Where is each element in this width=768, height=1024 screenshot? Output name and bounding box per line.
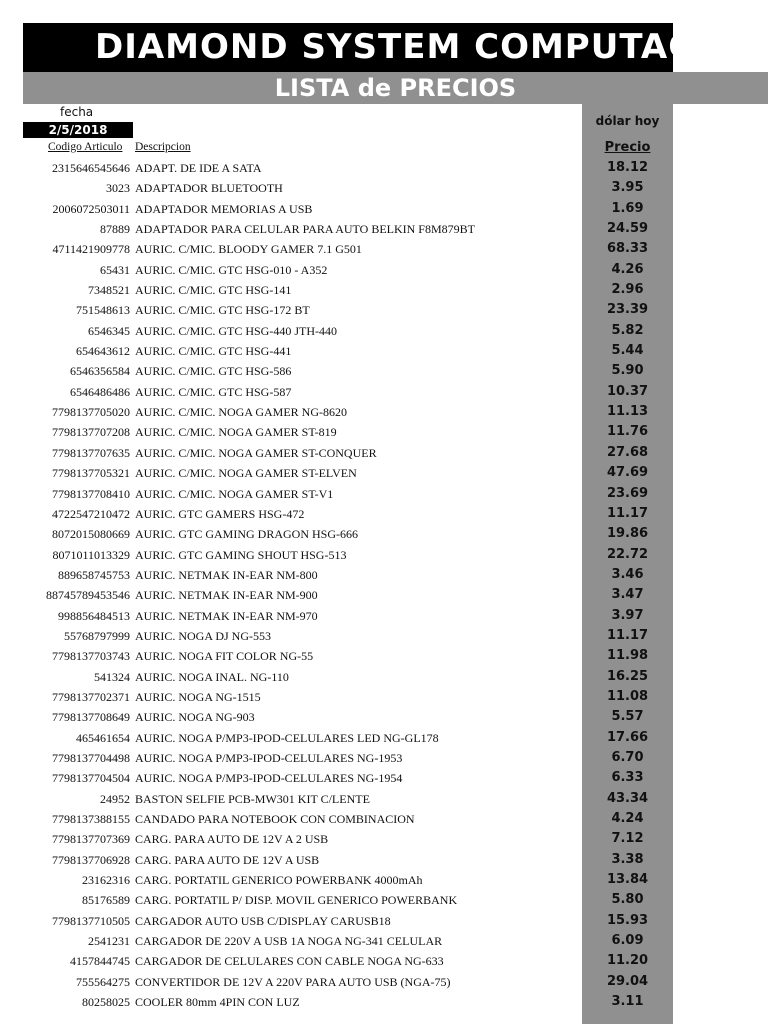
article-code: 85176589 (82, 893, 130, 908)
article-code: 7798137707369 (52, 832, 130, 847)
article-price: 47.69 (606, 465, 649, 481)
table-row (0, 585, 768, 605)
article-description: AURIC. C/MIC. GTC HSG-172 BT (135, 303, 310, 318)
article-description: AURIC. NETMAK IN-EAR NM-970 (135, 608, 318, 623)
article-price: 4.26 (611, 261, 644, 277)
article-description: AURIC. C/MIC. NOGA GAMER ST-ELVEN (135, 466, 357, 481)
article-code: 751548613 (76, 303, 130, 318)
article-price: 11.17 (606, 627, 649, 643)
table-row (0, 300, 768, 320)
table-row (0, 667, 768, 687)
article-price: 11.98 (606, 648, 649, 664)
column-header-code: Codigo Articulo (48, 141, 123, 153)
table-row (0, 280, 768, 300)
article-description: AURIC. GTC GAMING SHOUT HSG-513 (135, 547, 347, 562)
article-description: AURIC. NOGA P/MP3-IPOD-CELULARES LED NG-GL178 (135, 730, 439, 745)
article-description: CARG. PARA AUTO DE 12V A USB (135, 852, 320, 867)
article-price: 22.72 (606, 546, 649, 562)
article-price: 13.84 (606, 872, 649, 888)
article-price: 3.38 (611, 851, 644, 867)
article-code: 998856484513 (58, 608, 130, 623)
article-code: 7798137710505 (52, 913, 130, 928)
article-price: 1.69 (611, 200, 644, 216)
article-description: AURIC. NOGA INAL. NG-110 (135, 669, 289, 684)
article-code: 465461654 (76, 730, 130, 745)
table-row (0, 422, 768, 442)
article-code: 2541231 (88, 934, 130, 949)
article-price: 11.17 (606, 505, 649, 521)
table-row (0, 728, 768, 748)
date-label: fecha (60, 105, 94, 119)
article-description: CARG. PARA AUTO DE 12V A 2 USB (135, 832, 329, 847)
article-code: 23162316 (82, 873, 130, 888)
table-row (0, 646, 768, 666)
article-code: 4722547210472 (52, 506, 130, 521)
article-code: 7798137708410 (52, 486, 130, 501)
article-price: 5.90 (611, 363, 644, 379)
article-price: 3.47 (611, 587, 644, 603)
article-code: 7798137704504 (52, 771, 130, 786)
article-code: 7798137704498 (52, 750, 130, 765)
article-price: 5.80 (611, 892, 644, 908)
article-description: CARGADOR AUTO USB C/DISPLAY CARUSB18 (135, 913, 391, 928)
article-code: 755564275 (76, 974, 130, 989)
table-row (0, 219, 768, 239)
column-header-description: Descripcion (135, 141, 191, 153)
article-price: 15.93 (606, 912, 649, 928)
article-description: ADAPTADOR PARA CELULAR PARA AUTO BELKIN F8M879BT (135, 222, 475, 237)
article-description: AURIC. C/MIC. GTC HSG-587 (135, 384, 292, 399)
date-value: 2/5/2018 (23, 122, 133, 138)
table-row (0, 748, 768, 768)
article-price: 6.09 (611, 933, 644, 949)
article-price: 11.76 (606, 424, 649, 440)
article-price: 6.70 (611, 749, 644, 765)
article-code: 4711421909778 (52, 242, 130, 257)
table-row (0, 524, 768, 544)
table-row (0, 260, 768, 280)
article-code: 4157844745 (70, 954, 130, 969)
table-row (0, 992, 768, 1012)
article-code: 541324 (94, 669, 130, 684)
article-code: 7798137705321 (52, 466, 130, 481)
article-code: 2315646545646 (52, 161, 130, 175)
table-row (0, 321, 768, 341)
article-price: 16.25 (606, 668, 649, 684)
table-row (0, 890, 768, 910)
article-code: 7798137702371 (52, 689, 130, 704)
article-price: 6.33 (611, 770, 644, 786)
article-price: 2.96 (611, 282, 644, 298)
article-description: CARGADOR DE CELULARES CON CABLE NOGA NG-633 (135, 954, 444, 969)
article-description: AURIC. NOGA DJ NG-553 (135, 628, 272, 643)
article-code: 654643612 (76, 344, 130, 359)
article-price: 3.97 (611, 607, 644, 623)
article-description: AURIC. NETMAK IN-EAR NM-800 (135, 567, 318, 582)
table-row (0, 829, 768, 849)
article-description: AURIC. C/MIC. NOGA GAMER ST-V1 (135, 486, 334, 501)
table-row (0, 484, 768, 504)
article-code: 65431 (100, 262, 130, 277)
article-description: BASTON SELFIE PCB-MW301 KIT C/LENTE (135, 791, 370, 806)
table-row (0, 545, 768, 565)
article-code: 2006072503011 (52, 201, 130, 216)
article-code: 3023 (106, 181, 130, 196)
article-price: 23.69 (606, 485, 649, 501)
article-price: 3.95 (611, 180, 644, 196)
article-description: CANDADO PARA NOTEBOOK CON COMBINACION (135, 812, 415, 826)
article-price: 43.34 (606, 790, 649, 806)
table-row (0, 341, 768, 361)
table-row (0, 951, 768, 971)
article-price: 27.68 (606, 444, 649, 460)
article-price: 3.11 (611, 994, 644, 1010)
article-code: 7798137707635 (52, 445, 130, 460)
company-title: DIAMOND SYSTEM COMPUTACIO (23, 23, 673, 72)
article-code: 6546345 (88, 323, 130, 338)
article-code: 6546356584 (70, 364, 130, 379)
article-price: 17.66 (606, 729, 649, 745)
article-price: 29.04 (606, 973, 649, 989)
article-code: 55768797999 (64, 628, 130, 643)
article-code: 7798137706928 (52, 852, 130, 867)
table-row (0, 361, 768, 381)
article-code: 7798137708649 (52, 710, 130, 725)
article-price: 5.57 (611, 709, 644, 725)
article-code: 7798137707208 (52, 425, 130, 440)
article-price: 11.13 (606, 404, 649, 420)
article-code: 7348521 (88, 283, 130, 298)
table-row (0, 504, 768, 524)
article-description: AURIC. NOGA FIT COLOR NG-55 (135, 649, 314, 664)
dollar-rate-label: dólar hoy (595, 114, 660, 128)
article-code: 8072015080669 (52, 527, 130, 542)
article-code: 24952 (100, 791, 130, 806)
table-row (0, 626, 768, 646)
article-price: 24.59 (606, 221, 649, 237)
article-description: CONVERTIDOR DE 12V A 220V PARA AUTO USB (NGA-75) (135, 974, 451, 989)
article-description: AURIC. NETMAK IN-EAR NM-900 (135, 588, 318, 603)
table-row (0, 402, 768, 422)
article-description: AURIC. NOGA P/MP3-IPOD-CELULARES NG-1953 (135, 750, 403, 765)
article-price: 7.12 (611, 831, 644, 847)
article-code: 889658745753 (58, 567, 130, 582)
table-row (0, 972, 768, 992)
article-price: 68.33 (606, 241, 649, 257)
table-row (0, 443, 768, 463)
article-description: CARG. PORTATIL P/ DISP. MOVIL GENERICO POWERBANK (135, 893, 458, 908)
article-description: AURIC. C/MIC. GTC HSG-586 (135, 364, 292, 379)
table-row (0, 911, 768, 931)
article-description: AURIC. GTC GAMING DRAGON HSG-666 (135, 527, 359, 542)
article-description: AURIC. NOGA P/MP3-IPOD-CELULARES NG-1954 (135, 771, 403, 786)
article-description: AURIC. NOGA NG-1515 (135, 689, 261, 704)
article-code: 8071011013329 (52, 547, 130, 562)
article-description: AURIC. GTC GAMERS HSG-472 (135, 506, 305, 521)
article-code: 80258025 (82, 995, 130, 1010)
article-description: AURIC. NOGA NG-903 (135, 710, 255, 725)
article-description: COOLER 80mm 4PIN CON LUZ (135, 995, 300, 1010)
article-description: AURIC. C/MIC. GTC HSG-441 (135, 344, 292, 359)
table-row (0, 239, 768, 259)
column-header-price: Precio (604, 140, 651, 155)
article-code: 88745789453546 (46, 588, 130, 603)
article-code: 7798137388155 (52, 812, 130, 826)
article-description: CARGADOR DE 220V A USB 1A NOGA NG-341 CELULAR (135, 934, 443, 949)
table-row (0, 565, 768, 585)
article-description: ADAPT. DE IDE A SATA (135, 161, 262, 175)
table-row (0, 687, 768, 707)
table-row (0, 931, 768, 951)
article-price: 11.08 (606, 688, 649, 704)
article-description: AURIC. C/MIC. GTC HSG-141 (135, 283, 292, 298)
article-code: 7798137703743 (52, 649, 130, 664)
table-row (0, 850, 768, 870)
article-price: 11.20 (606, 953, 649, 969)
article-price: 5.82 (611, 322, 644, 338)
article-description: AURIC. C/MIC. NOGA GAMER NG-8620 (135, 405, 348, 420)
article-price: 3.46 (611, 566, 644, 582)
article-price: 5.44 (611, 343, 644, 359)
table-row (0, 199, 768, 219)
table-row (0, 809, 768, 829)
table-row (0, 870, 768, 890)
article-price: 10.37 (606, 383, 649, 399)
table-row (0, 768, 768, 788)
price-table (0, 158, 768, 1012)
article-description: ADAPTADOR BLUETOOTH (135, 181, 283, 196)
article-code: 7798137705020 (52, 405, 130, 420)
table-row (0, 178, 768, 198)
price-list-subtitle: LISTA de PRECIOS (23, 72, 768, 104)
table-row (0, 707, 768, 727)
article-code: 87889 (100, 222, 130, 237)
article-price: 18.12 (606, 160, 649, 175)
article-description: ADAPTADOR MEMORIAS A USB (135, 201, 313, 216)
article-price: 4.24 (611, 811, 644, 826)
article-description: AURIC. C/MIC. GTC HSG-010 - A352 (135, 262, 328, 277)
article-description: AURIC. C/MIC. NOGA GAMER ST-819 (135, 425, 337, 440)
article-price: 23.39 (606, 302, 649, 318)
table-row (0, 382, 768, 402)
article-code: 6546486486 (70, 384, 130, 399)
article-price: 19.86 (606, 526, 649, 542)
table-row (0, 158, 768, 178)
article-description: AURIC. C/MIC. NOGA GAMER ST-CONQUER (135, 445, 377, 460)
table-row (0, 463, 768, 483)
table-row (0, 606, 768, 626)
table-row (0, 789, 768, 809)
article-description: AURIC. C/MIC. BLOODY GAMER 7.1 G501 (135, 242, 362, 257)
article-description: CARG. PORTATIL GENERICO POWERBANK 4000mAh (135, 873, 423, 888)
article-description: AURIC. C/MIC. GTC HSG-440 JTH-440 (135, 323, 338, 338)
